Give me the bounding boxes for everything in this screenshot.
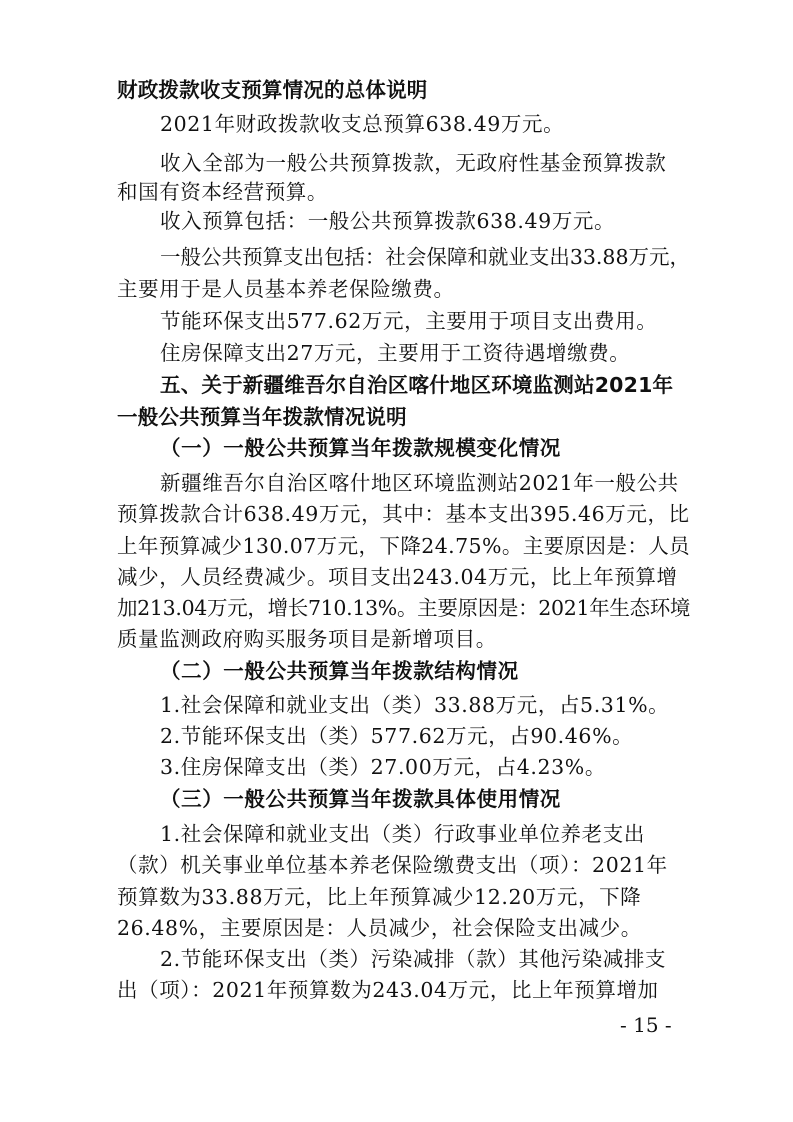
section-heading: 一般公共预算当年拨款情况说明	[117, 405, 407, 429]
paragraph-line: 加213.04万元，增长710.13%。主要原因是：2021年生态环境	[117, 596, 691, 620]
list-item: 3.住房保障支出（类）27.00万元，占4.23%。	[160, 755, 606, 779]
paragraph-line: （款）机关事业单位基本养老保险缴费支出（项）：2021年	[117, 853, 668, 877]
paragraph-line: 质量监测政府购买服务项目是新增项目。	[117, 627, 497, 651]
subsection-heading: （三）一般公共预算当年拨款具体使用情况	[160, 787, 561, 811]
paragraph-line: 新疆维吾尔自治区喀什地区环境监测站2021年一般公共	[160, 471, 679, 495]
paragraph-line: 2.节能环保支出（类）污染减排（款）其他污染减排支	[160, 947, 667, 971]
paragraph-line: 主要用于是人员基本养老保险缴费。	[117, 277, 455, 301]
paragraph-line: 预算拨款合计638.49万元，其中：基本支出395.46万元，比	[117, 502, 690, 526]
subsection-heading: （一）一般公共预算当年拨款规模变化情况	[160, 436, 561, 460]
paragraph-line: 上年预算减少130.07万元，下降24.75%。主要原因是：人员	[117, 534, 691, 558]
paragraph-line: 一般公共预算支出包括：社会保障和就业支出33.88万元，	[160, 245, 690, 269]
paragraph-line: 减少，人员经费减少。项目支出243.04万元，比上年预算增	[117, 565, 678, 589]
paragraph-line: 2021年财政拨款收支总预算638.49万元。	[160, 112, 565, 136]
list-item: 1.社会保障和就业支出（类）33.88万元，占5.31%。	[160, 693, 670, 717]
paragraph-line: 26.48%，主要原因是：人员减少，社会保险支出减少。	[117, 916, 642, 940]
paragraph-line: 和国有资本经营预算。	[117, 180, 328, 204]
paragraph-line: 住房保障支出27万元，主要用于工资待遇增缴费。	[160, 341, 631, 365]
paragraph-line: 收入全部为一般公共预算拨款，无政府性基金预算拨款	[160, 151, 667, 175]
paragraph-line: 收入预算包括：一般公共预算拨款638.49万元。	[160, 209, 616, 233]
list-item: 2.节能环保支出（类）577.62万元，占90.46%。	[160, 724, 634, 748]
paragraph-line: 1.社会保障和就业支出（类）行政事业单位养老支出	[160, 822, 645, 846]
section-heading: 财政拨款收支预算情况的总体说明	[117, 78, 428, 102]
paragraph-line: 出（项）：2021年预算数为243.04万元，比上年预算增加	[117, 978, 659, 1002]
subsection-heading: （二）一般公共预算当年拨款结构情况	[160, 659, 519, 683]
page-number: - 15 -	[620, 1013, 672, 1037]
section-heading: 五、关于新疆维吾尔自治区喀什地区环境监测站2021年	[160, 373, 674, 397]
paragraph-line: 节能环保支出577.62万元，主要用于项目支出费用。	[160, 309, 658, 333]
paragraph-line: 预算数为33.88万元，比上年预算减少12.20万元，下降	[117, 885, 642, 909]
